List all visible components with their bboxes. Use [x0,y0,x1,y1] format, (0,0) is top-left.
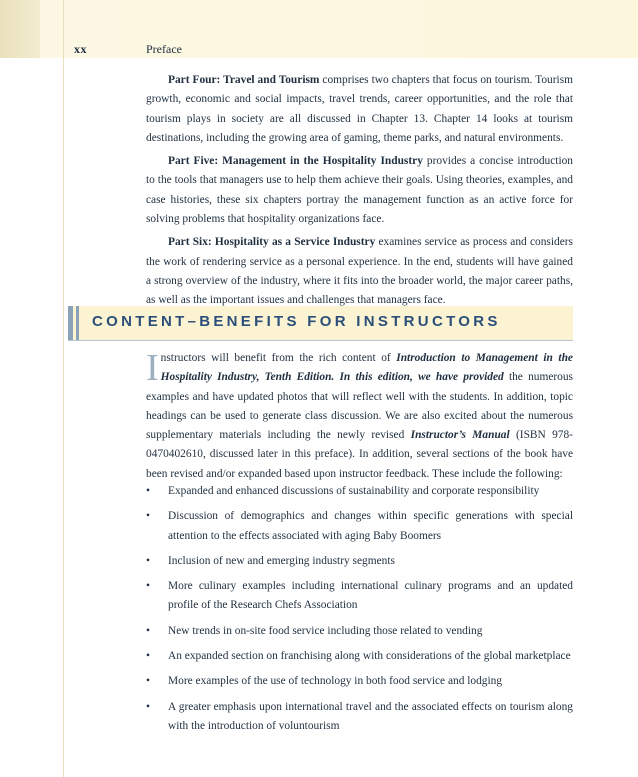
book-title: Introduction to Management in the Hospitality Industry, Tenth Edition. In this edition, we have provided [160,352,573,384]
top-band [0,0,638,58]
drop-cap: I [146,347,159,389]
page-number: xx [74,42,87,56]
instructors-text [146,349,573,484]
paragraph-part-four [146,71,573,148]
paragraph-lead: Part Six: Hospitality as a Service Industry [168,236,376,249]
paragraph-instructors [146,349,573,484]
bullet-list [146,482,573,742]
paragraph-lead: Part Four: Travel and Tourism [168,74,320,86]
bullet-icon: • [146,675,150,688]
paragraph-part-six [146,233,573,310]
list-item-text: More examples of the use of technology in both food service and lodging [168,675,503,688]
bullet-icon: • [146,700,150,713]
list-item [146,577,573,616]
paragraph-body: the numerous examples and have updated photos that will reflect well with the students. In addition, topic headings can be used to generate class discussion. We are also excited about the numerous supplementary materials including the newly revised [146,371,573,442]
list-item [146,647,573,666]
running-title: Preface [146,42,182,56]
bullet-icon: • [146,510,150,523]
bullet-icon: • [146,554,150,567]
section-title: CONTENT–BENEFITS FOR INSTRUCTORS [92,313,501,330]
paragraph-part-five [146,152,573,229]
list-item [146,552,573,571]
list-item-text: Discussion of demographics and changes within specific generations with special attention to the effects associated with aging Baby Boomers [168,510,573,542]
paragraph-body: examines service as process and considers the work of rendering service as a personal experience. In the end, students will have gained a strong overview of the industry, where it fits into the broader world, the major career paths, as well as the important issues and challenges that managers face. [146,236,573,307]
list-item-text: An expanded section on franchising along with considerations of the global marketplace [168,650,571,663]
manual-title: Instructor’s Manual [410,429,510,442]
top-band-accent [0,0,40,58]
paragraph-body: (ISBN 978-0470402610, discussed later in this preface). In addition, several sections of the book have been revised and/or expanded based upon instructor feedback. These include the following: [146,429,573,480]
bullet-icon: • [146,650,150,663]
list-item-text: New trends in on-site food service including those related to vending [168,624,483,637]
list-item [146,698,573,737]
list-item-text: More culinary examples including international culinary programs and an updated profile of the Research Chefs Association [168,580,573,612]
paragraph-body: nstructors will benefit from the rich content of [160,352,397,364]
paragraph-body: provides a concise introduction to the tools that managers use to help them achieve their goals. Using theories, examples, and case histories, these six chapters portray the management function as an active force for solving problems that hospitality organizations face. [146,155,574,226]
paragraph-lead: Part Five: Management in the Hospitality Industry [168,155,423,168]
list-item [146,482,573,501]
list-item [146,507,573,546]
bullet-icon: • [146,624,150,637]
band-bar [68,306,73,340]
list-item-text: A greater emphasis upon international travel and the associated effects on tourism along with the introduction of voluntourism [168,700,573,732]
paragraph-body: comprises two chapters that focus on tourism. Tourism growth, economic and social impacts, travel trends, career opportunities, and the role that tourism plays in society are all discussed in Chapter 13. Chapter 14 looks at tourism destinations, including the growing area of gaming, theme parks, and natural environments. [146,74,573,144]
list-item [146,672,573,691]
intro-text [146,71,573,311]
bullet-icon: • [146,580,150,593]
bullet-icon: • [146,485,150,497]
list-item-text: Expanded and enhanced discussions of sustainability and corporate responsibility [168,485,540,497]
section-heading-band [68,306,573,341]
list-item-text: Inclusion of new and emerging industry segments [168,554,395,567]
running-head [74,42,182,57]
band-bar [76,306,79,340]
margin-rule [63,0,64,777]
list-item [146,622,573,641]
